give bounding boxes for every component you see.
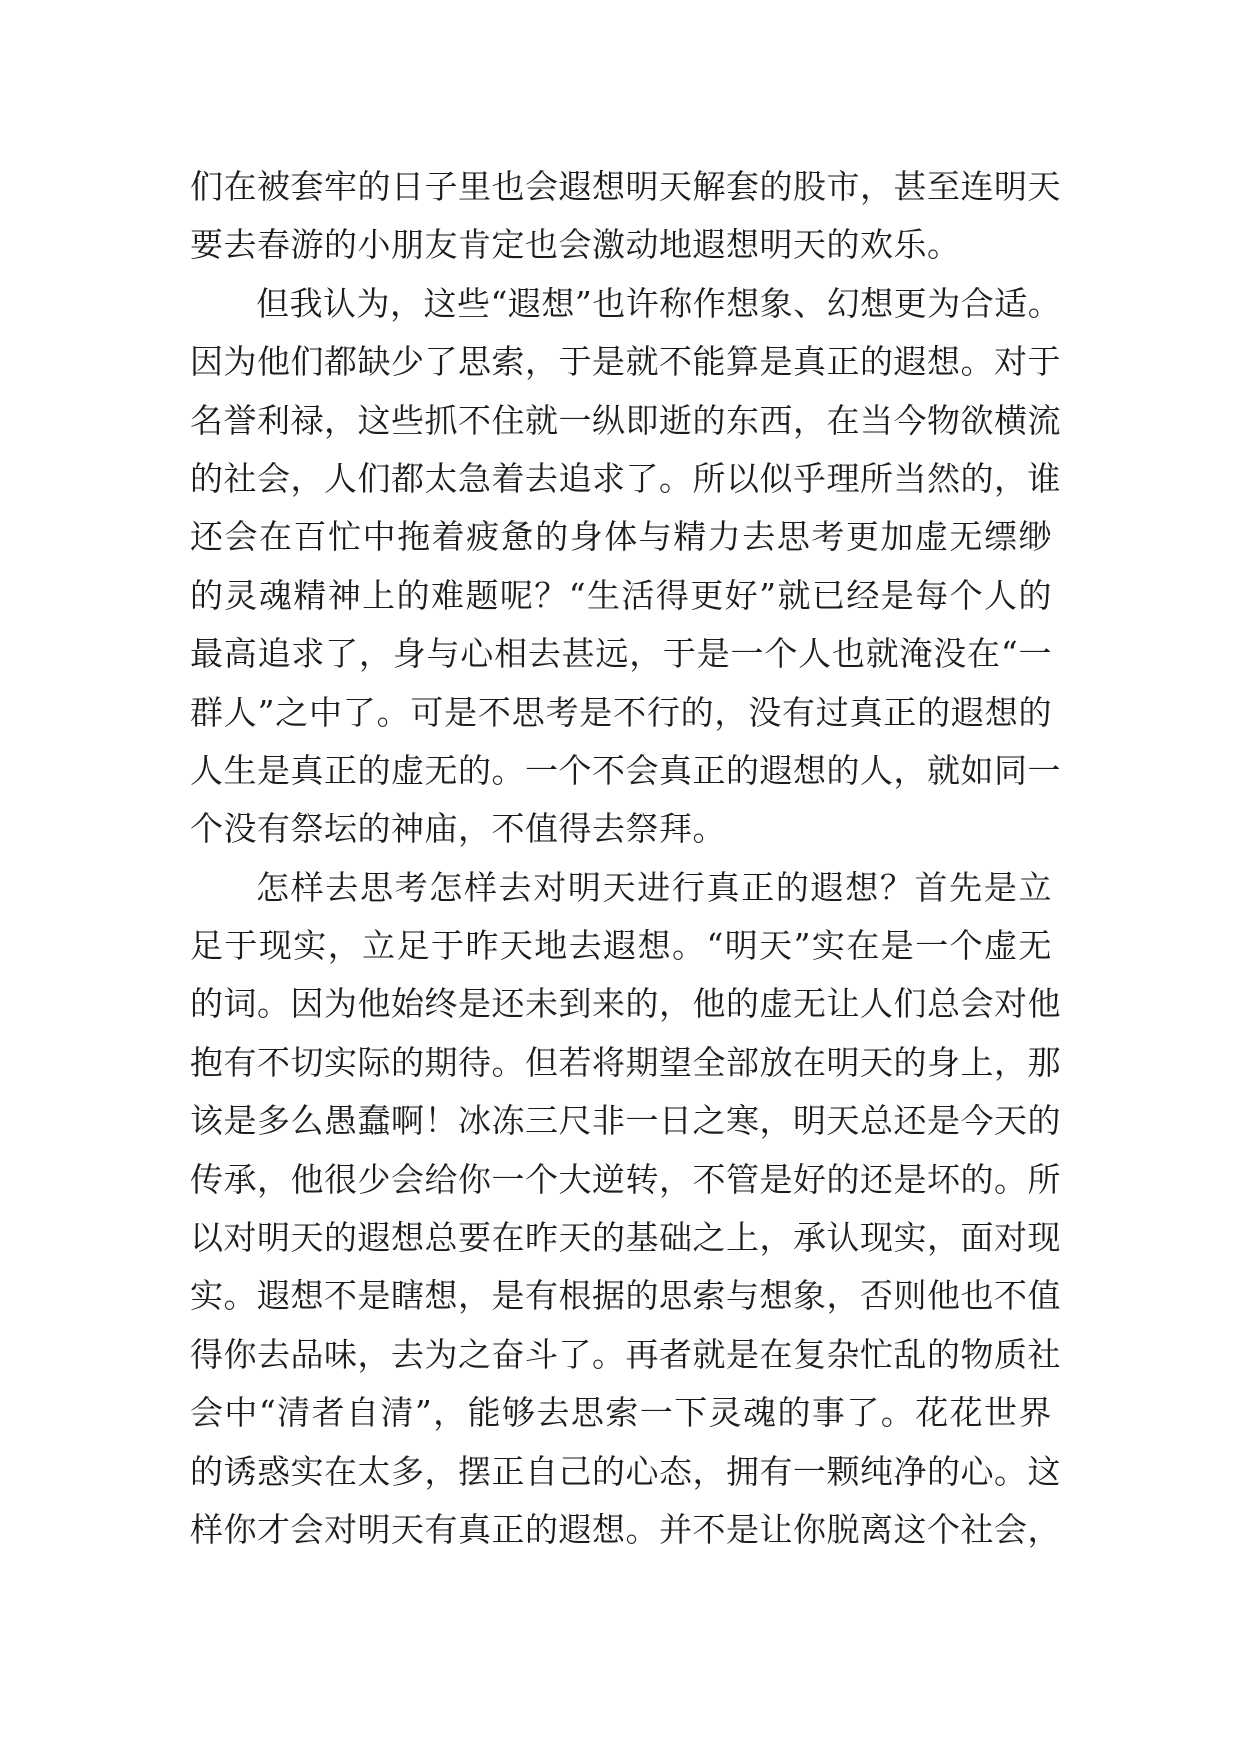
text-line: 的灵魂精神上的难题呢？“生活得更好”就已经是每个人的 bbox=[190, 575, 1052, 615]
text-line: 群人”之中了。可是不思考是不行的，没有过真正的遐想的 bbox=[190, 692, 1052, 732]
text-line: 最高追求了，身与心相去甚远，于是一个人也就淹没在“一 bbox=[190, 634, 1052, 674]
text-line: 该是多么愚蠢啊！冰冻三尺非一日之寒，明天总还是今天的 bbox=[190, 1101, 1061, 1141]
text-line: 们在被套牢的日子里也会遐想明天解套的股市，甚至连明天 bbox=[190, 167, 1061, 206]
text-line: 以对明天的遐想总要在昨天的基础之上，承认现实，面对现 bbox=[190, 1218, 1061, 1258]
text-line: 的诱惑实在太多，摆正自己的心态，拥有一颗纯净的心。这 bbox=[190, 1451, 1061, 1491]
text-line: 个没有祭坛的神庙，不值得去祭拜。 bbox=[190, 809, 726, 849]
text-line: 样你才会对明天有真正的遐想。并不是让你脱离这个社会， bbox=[190, 1509, 1061, 1549]
text-line: 的社会，人们都太急着去追求了。所以似乎理所当然的，谁 bbox=[190, 458, 1061, 498]
text-line: 怎样去思考怎样去对明天进行真正的遐想？首先是立 bbox=[256, 867, 1052, 907]
document-body bbox=[190, 158, 1062, 1559]
text-line: 抱有不切实际的期待。但若将期望全部放在明天的身上，那 bbox=[190, 1042, 1061, 1082]
text-line: 足于现实，立足于昨天地去遐想。“明天”实在是一个虚无 bbox=[190, 926, 1052, 966]
text-line: 会中“清者自清”，能够去思索一下灵魂的事了。花花世界 bbox=[190, 1393, 1052, 1433]
text-line: 要去春游的小朋友肯定也会激动地遐想明天的欢乐。 bbox=[190, 225, 961, 265]
text-line: 传承，他很少会给你一个大逆转，不管是好的还是坏的。所 bbox=[190, 1159, 1061, 1199]
text-line: 实。遐想不是瞎想，是有根据的思索与想象，否则他也不值 bbox=[190, 1276, 1061, 1316]
text-line: 的词。因为他始终是还未到来的，他的虚无让人们总会对他 bbox=[190, 984, 1061, 1024]
text-line: 因为他们都缺少了思索，于是就不能算是真正的遐想。对于 bbox=[190, 342, 1061, 382]
text-line: 但我认为，这些“遐想”也许称作想象、幻想更为合适。 bbox=[256, 283, 1062, 323]
text-line: 得你去品味，去为之奋斗了。再者就是在复杂忙乱的物质社 bbox=[190, 1334, 1061, 1374]
text-line: 还会在百忙中拖着疲惫的身体与精力去思考更加虚无缥缈 bbox=[190, 517, 1052, 557]
text-line: 名誉利禄，这些抓不住就一纵即逝的东西，在当今物欲横流 bbox=[190, 400, 1061, 440]
text-line: 人生是真正的虚无的。一个不会真正的遐想的人，就如同一 bbox=[190, 750, 1061, 790]
